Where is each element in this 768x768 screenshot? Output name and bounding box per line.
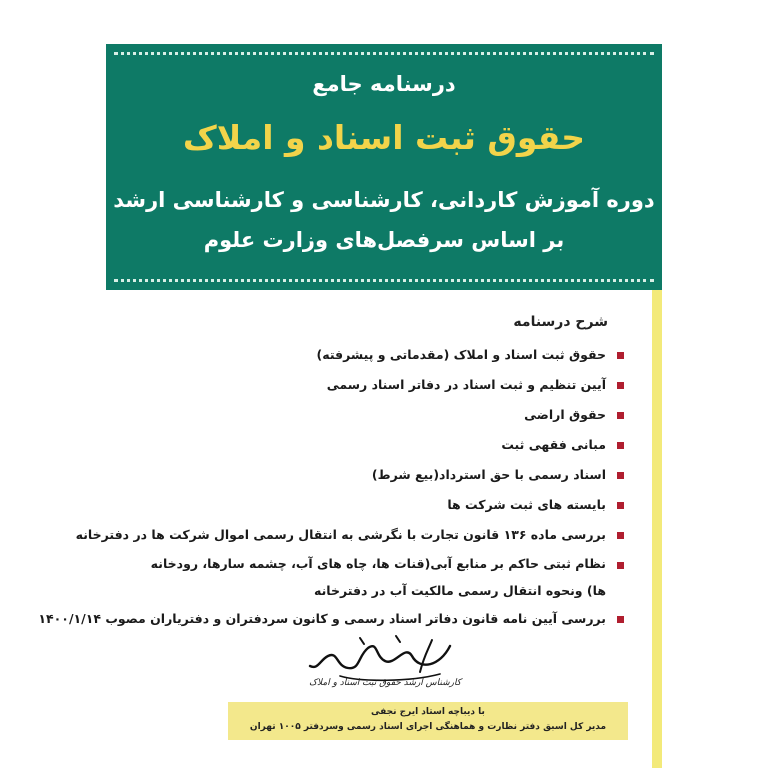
list-item: حقوق اراضی [150,400,626,430]
list-item: مبانی فقهی ثبت [150,430,626,460]
header-subtitle-2: بر اساس سرفصل‌های وزارت علوم [203,228,565,252]
square-bullet-icon [617,562,624,569]
square-bullet-icon [617,382,624,389]
footer-line-1: با دیباچه استاد ایرج نجفی [371,707,485,717]
list-item: بررسی آیین نامه قانون دفاتر اسناد رسمی و کانون سردفتران و دفترياران مصوب ۱۴۰۰/۱/۱۴ [150,604,626,634]
list-item: حقوق ثبت اسناد و املاک (مقدماتی و پیشرفته) [150,340,626,370]
author-caption: کارشناس ارشد حقوق ثبت اسناد و املاک [308,678,462,688]
list-item: آیین تنظیم و ثبت اسناد در دفاتر اسناد رسمی [150,370,626,400]
square-bullet-icon [617,616,624,623]
list-item: بررسی ماده ۱۳۶ قانون تجارت با نگرشی به انتقال رسمی اموال شرکت ها در دفترخانه [150,520,626,550]
yellow-side-strip [652,290,662,768]
square-bullet-icon [617,532,624,539]
dotted-border-bottom [114,279,654,282]
header-subtitle-1: دوره آموزش کاردانی، کارشناسی و کارشناسی ارشد [113,188,655,212]
list-item: نظام ثبتی حاکم بر منابع آبی(قنات ها، چاه های آب، چشمه سارها، رودخانه ها) ونحوه انتقال رسمی مالکیت آب در دفترخانه [150,550,626,604]
square-bullet-icon [617,442,624,449]
header-main-title: حقوق ثبت اسناد و املاک [182,118,586,157]
square-bullet-icon [617,352,624,359]
footer-line-2: مدیر کل اسبق دفتر نظارت و هماهنگی اجرای اسناد رسمی وسردفتر ۱۰۰۵ تهران [249,722,607,732]
header-small-title: درسنامه جامع [312,72,456,96]
description-list [38,340,626,634]
author-signature [300,626,460,686]
description-heading: شرح درسنامه [513,314,608,330]
footer-box [228,702,628,740]
square-bullet-icon [617,472,624,479]
dotted-border-top [114,52,654,55]
list-item: اسناد رسمی با حق استرداد(بیع شرط) [150,460,626,490]
list-item: بایسته های ثبت شرکت ها [150,490,626,520]
square-bullet-icon [617,412,624,419]
square-bullet-icon [617,502,624,509]
